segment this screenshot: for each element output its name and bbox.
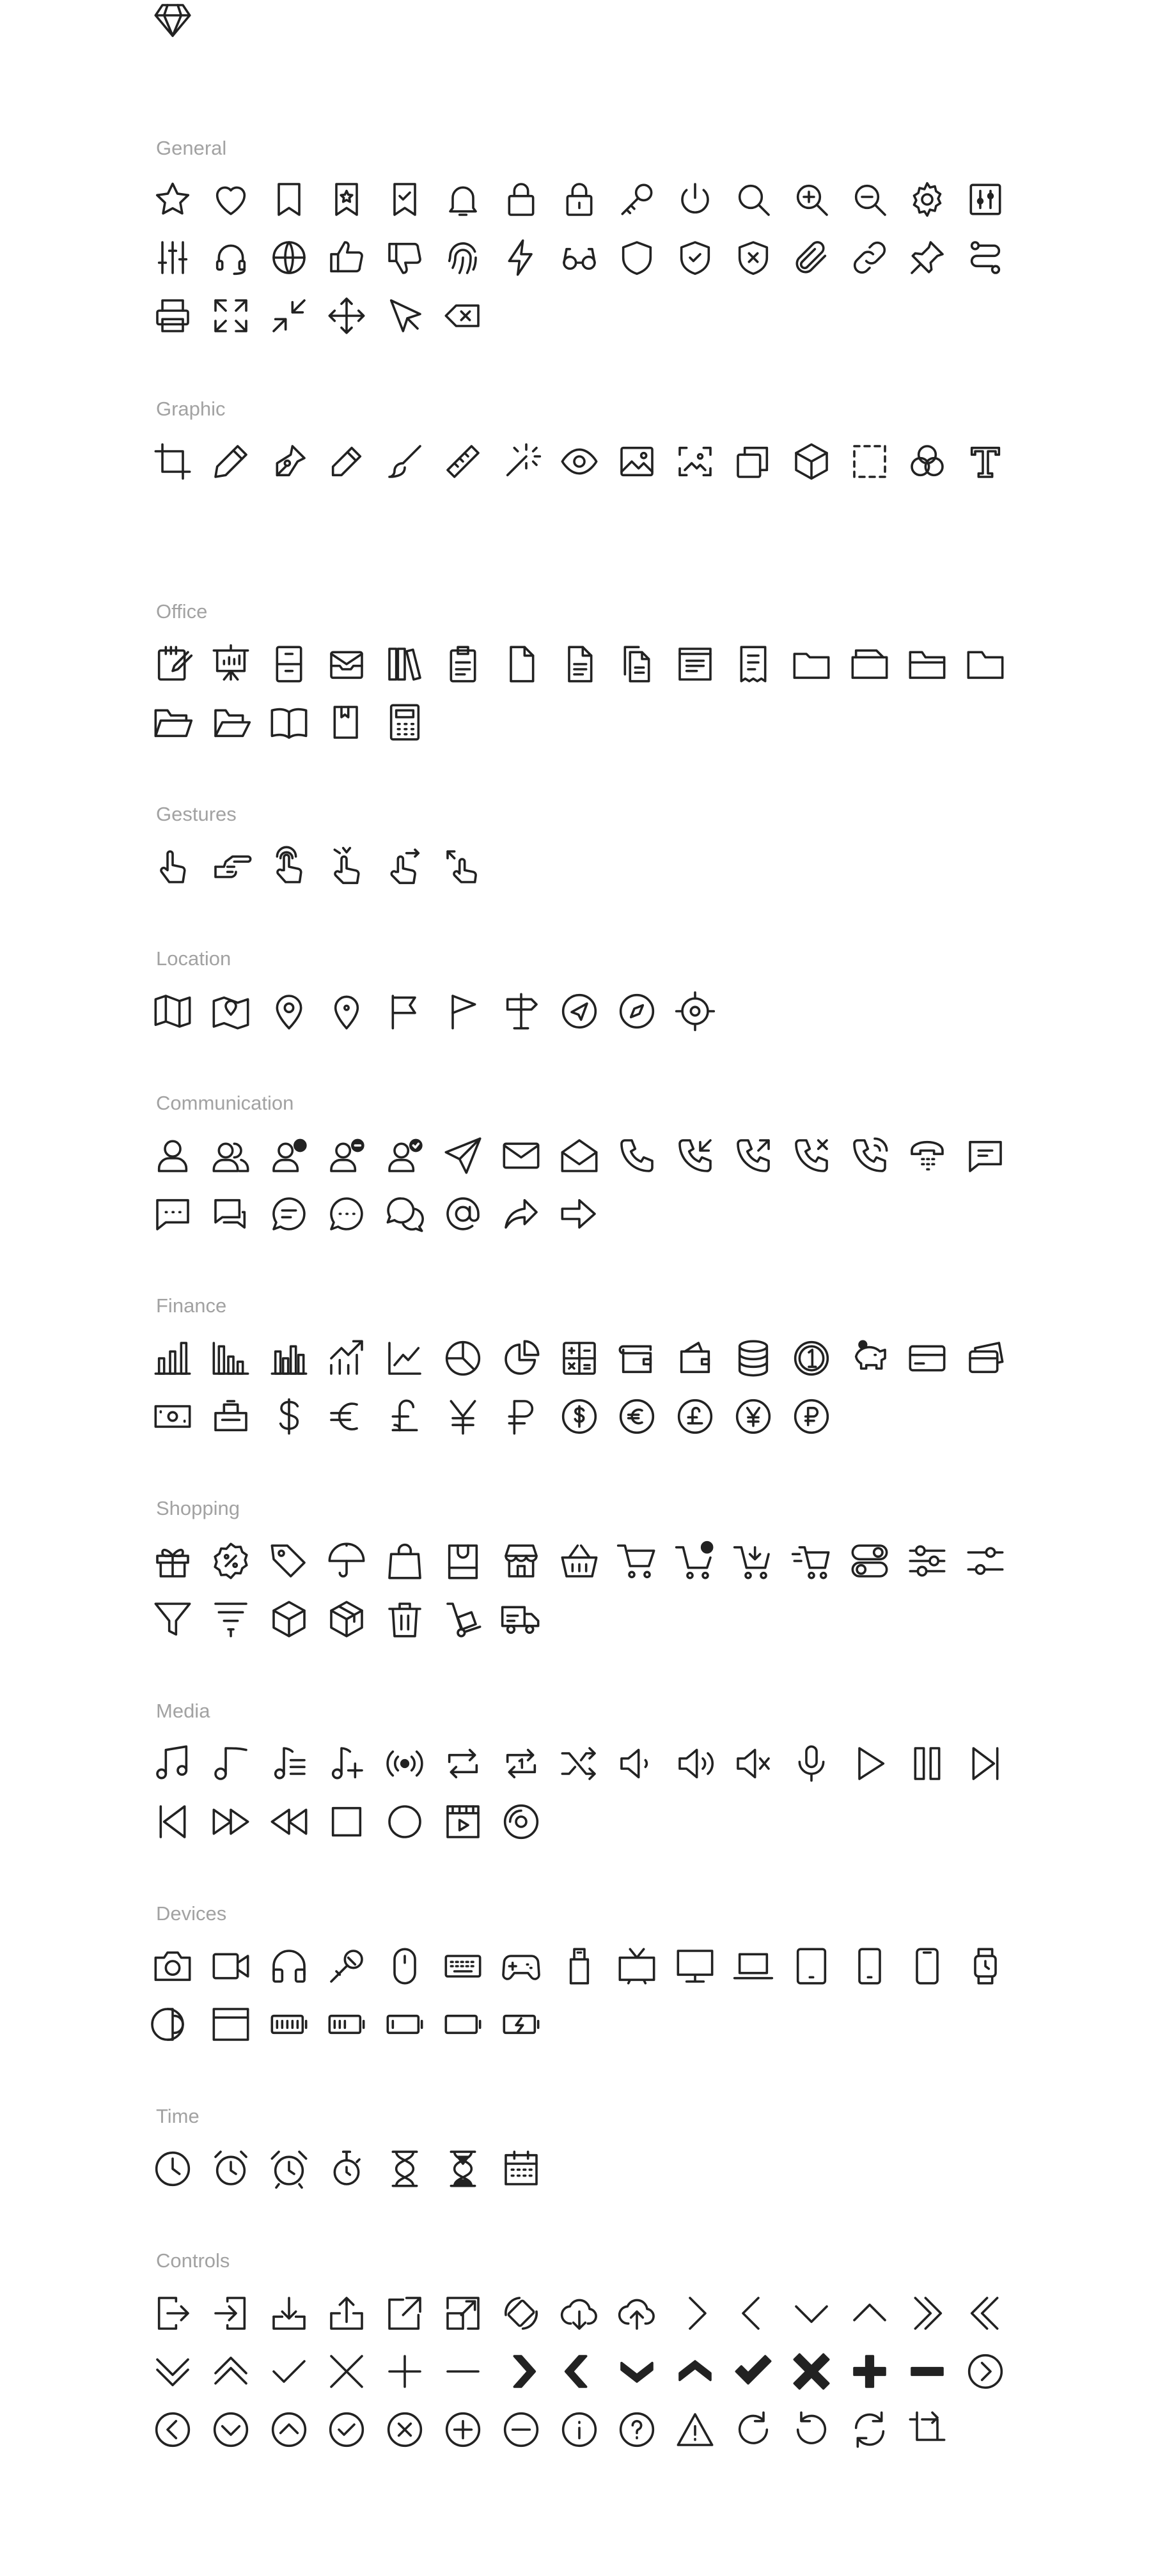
move-icon [326, 295, 367, 336]
lightning-icon [501, 237, 542, 278]
bar-chart-alt-icon [210, 1338, 251, 1379]
message-square-icon [965, 1135, 1006, 1176]
map-pin-map-icon [210, 991, 251, 1032]
color-circles-icon [907, 441, 948, 482]
dollar-icon [269, 1396, 309, 1437]
cursor-icon [384, 295, 425, 336]
close-circle-icon [384, 2409, 425, 2450]
chevron-left-icon [733, 2293, 774, 2334]
target-icon [675, 991, 716, 1032]
shuffle-icon [559, 1743, 600, 1784]
pinch-icon [442, 846, 483, 887]
battery-half-icon [326, 2004, 367, 2045]
arrow-right-icon [559, 1193, 600, 1234]
hand-truck-icon [442, 1599, 483, 1640]
at-sign-icon [442, 1193, 483, 1234]
magic-wand-icon [501, 441, 542, 482]
delivery-truck-icon [501, 1599, 542, 1640]
battery-empty-icon [442, 2004, 483, 2045]
brush-icon [384, 441, 425, 482]
section-title-graphic: Graphic [156, 398, 226, 420]
selection-icon [849, 441, 890, 482]
warning-icon [675, 2409, 716, 2450]
stopwatch-icon [326, 2148, 367, 2189]
cloud-upload-icon [616, 2293, 657, 2334]
chevron-left-bold-icon [559, 2351, 600, 2392]
cloud-download-icon [559, 2293, 600, 2334]
section-title-communication: Communication [156, 1092, 294, 1114]
receipt-icon [733, 644, 774, 685]
rewind-icon [269, 1801, 309, 1842]
user-icon [152, 1135, 193, 1176]
battery-charging-icon [501, 2004, 542, 2045]
gem-icon [152, 0, 193, 41]
pound-circle-icon [675, 1396, 716, 1437]
coin-one-icon [791, 1338, 832, 1379]
chevrons-up-icon [210, 2351, 251, 2392]
volume-high-icon [675, 1743, 716, 1784]
section-title-shopping: Shopping [156, 1497, 240, 1519]
redo-icon [733, 2409, 774, 2450]
plus-icon [384, 2351, 425, 2392]
filters-icon [907, 1540, 948, 1581]
phone-call-icon [849, 1135, 890, 1176]
rotate-device-icon [501, 2293, 542, 2334]
messages-icon [210, 1193, 251, 1234]
key-icon [616, 179, 657, 220]
mail-open-icon [559, 1135, 600, 1176]
bookmark-star-icon [326, 179, 367, 220]
smartphone-icon [849, 1946, 890, 1987]
section-title-devices: Devices [156, 1902, 227, 1925]
folder-doc-icon [849, 644, 890, 685]
section-title-office: Office [156, 600, 208, 623]
file-icon [501, 644, 542, 685]
double-tap-icon [269, 846, 309, 887]
chats-icon [384, 1193, 425, 1234]
link-icon [849, 237, 890, 278]
pause-icon [907, 1743, 948, 1784]
folder-icon [791, 644, 832, 685]
swipe-down-icon [326, 846, 367, 887]
folder-alt-icon [907, 644, 948, 685]
music-add-icon [326, 1743, 367, 1784]
folder-open-alt-icon [210, 702, 251, 743]
line-chart-icon [384, 1338, 425, 1379]
pin-icon [907, 237, 948, 278]
package-open-icon [326, 1599, 367, 1640]
user-add-icon [269, 1135, 309, 1176]
playlist-icon [269, 1743, 309, 1784]
star-icon [152, 179, 193, 220]
ruler-icon [442, 441, 483, 482]
location-pin-alt-icon [326, 991, 367, 1032]
eye-icon [559, 441, 600, 482]
lock-keyhole-icon [559, 179, 600, 220]
battery-low-icon [384, 2004, 425, 2045]
minus-circle-icon [501, 2409, 542, 2450]
fast-forward-icon [210, 1801, 251, 1842]
cube-icon [791, 441, 832, 482]
chat-bubble-icon [269, 1193, 309, 1234]
close-bold-icon [791, 2351, 832, 2392]
presentation-icon [210, 644, 251, 685]
alarm-icon [269, 2148, 309, 2189]
map-icon [152, 991, 193, 1032]
pencil-icon [210, 441, 251, 482]
growth-chart-icon [326, 1338, 367, 1379]
flag-icon [384, 991, 425, 1032]
calculator-icon [384, 702, 425, 743]
hourglass-icon [384, 2148, 425, 2189]
zoom-out-icon [849, 179, 890, 220]
laptop-icon [733, 1946, 774, 1987]
bag-icon [442, 1540, 483, 1581]
keyboard-icon [442, 1946, 483, 1987]
banknote-icon [152, 1396, 193, 1437]
repeat-icon [442, 1743, 483, 1784]
phone-outgoing-icon [733, 1135, 774, 1176]
thumbs-up-icon [326, 237, 367, 278]
cart-add-icon [733, 1540, 774, 1581]
plus-circle-icon [442, 2409, 483, 2450]
bell-icon [442, 179, 483, 220]
gear-icon [907, 179, 948, 220]
cart-fast-icon [791, 1540, 832, 1581]
section-title-finance: Finance [156, 1294, 227, 1317]
message-dots-icon [152, 1193, 193, 1234]
toggles-icon [849, 1540, 890, 1581]
newspaper-icon [675, 644, 716, 685]
play-icon [849, 1743, 890, 1784]
chevrons-left-icon [965, 2293, 1006, 2334]
download-icon [269, 2293, 309, 2334]
printer-icon [152, 295, 193, 336]
book-icon [326, 702, 367, 743]
funnel-icon [152, 1599, 193, 1640]
documents-icon [616, 644, 657, 685]
refresh-icon [849, 2409, 890, 2450]
browser-window-icon [210, 2004, 251, 2045]
glasses-icon [559, 237, 600, 278]
swipe-right-icon [384, 846, 425, 887]
shield-check-icon [675, 237, 716, 278]
pie-chart-slice-icon [501, 1338, 542, 1379]
broadcast-icon [384, 1743, 425, 1784]
repeat-one-icon [501, 1743, 542, 1784]
rotate-crop-icon [907, 2409, 948, 2450]
stop-icon [326, 1801, 367, 1842]
video-camera-icon [210, 1946, 251, 1987]
headphones-icon [269, 1946, 309, 1987]
info-circle-icon [559, 2409, 600, 2450]
disc-icon [501, 1801, 542, 1842]
tablet-icon [791, 1946, 832, 1987]
tag-icon [269, 1540, 309, 1581]
pen-nib-icon [269, 441, 309, 482]
power-icon [675, 179, 716, 220]
user-remove-icon [326, 1135, 367, 1176]
piggy-bank-icon [849, 1338, 890, 1379]
crop-icon [152, 441, 193, 482]
image-scan-icon [675, 441, 716, 482]
record-icon [384, 1801, 425, 1842]
user-check-icon [384, 1135, 425, 1176]
microphone-icon [791, 1743, 832, 1784]
volume-low-icon [616, 1743, 657, 1784]
camera-icon [152, 1946, 193, 1987]
pound-icon [384, 1396, 425, 1437]
cart-icon [616, 1540, 657, 1581]
yen-icon [442, 1396, 483, 1437]
minus-bold-icon [907, 2351, 948, 2392]
section-title-location: Location [156, 947, 231, 970]
umbrella-icon [326, 1540, 367, 1581]
external-link-icon [384, 2293, 425, 2334]
filing-cabinet-icon [269, 644, 309, 685]
chevron-right-circle-icon [965, 2351, 1006, 2392]
shield-icon [616, 237, 657, 278]
chevron-right-icon [675, 2293, 716, 2334]
tv-icon [616, 1946, 657, 1987]
inbox-icon [326, 644, 367, 685]
section-title-time: Time [156, 2105, 200, 2127]
section-title-controls: Controls [156, 2249, 230, 2272]
headset-icon [210, 237, 251, 278]
tap-icon [152, 846, 193, 887]
music-note-icon [210, 1743, 251, 1784]
bar-chart-grouped-icon [269, 1338, 309, 1379]
phone-device-icon [907, 1946, 948, 1987]
layers-icon [733, 441, 774, 482]
folder-closed-icon [965, 644, 1006, 685]
chevrons-down-icon [152, 2351, 193, 2392]
cards-icon [965, 1338, 1006, 1379]
video-player-icon [442, 1801, 483, 1842]
dollar-circle-icon [559, 1396, 600, 1437]
backspace-icon [442, 295, 483, 336]
chevron-down-icon [791, 2293, 832, 2334]
credit-card-icon [907, 1338, 948, 1379]
help-circle-icon [616, 2409, 657, 2450]
music-notes-icon [152, 1743, 193, 1784]
pennant-icon [442, 991, 483, 1032]
location-pin-icon [269, 991, 309, 1032]
funnel-alt-icon [210, 1599, 251, 1640]
mouse-icon [384, 1946, 425, 1987]
compass-icon [616, 991, 657, 1032]
speaker-icon [152, 2004, 193, 2045]
chevron-left-circle-icon [152, 2409, 193, 2450]
pencil-edit-icon [326, 441, 367, 482]
coins-stack-icon [733, 1338, 774, 1379]
close-icon [326, 2351, 367, 2392]
bar-chart-icon [152, 1338, 193, 1379]
heart-icon [210, 179, 251, 220]
thumbs-down-icon [384, 237, 425, 278]
bookmark-icon [269, 179, 309, 220]
discount-icon [210, 1540, 251, 1581]
collapse-icon [269, 295, 309, 336]
alarm-clock-icon [210, 2148, 251, 2189]
sign-in-icon [210, 2293, 251, 2334]
store-icon [501, 1540, 542, 1581]
globe-icon [269, 237, 309, 278]
bookmark-check-icon [384, 179, 425, 220]
microphone-handheld-icon [326, 1946, 367, 1987]
sign-out-icon [152, 2293, 193, 2334]
point-right-icon [210, 846, 251, 887]
fingerprint-icon [442, 237, 483, 278]
book-open-icon [269, 702, 309, 743]
usb-drive-icon [559, 1946, 600, 1987]
upload-icon [326, 2293, 367, 2334]
wallet-icon [616, 1338, 657, 1379]
expand-icon [210, 295, 251, 336]
maximize-icon [442, 2293, 483, 2334]
check-circle-icon [326, 2409, 367, 2450]
send-icon [442, 1135, 483, 1176]
chevron-up-icon [849, 2293, 890, 2334]
books-icon [384, 644, 425, 685]
gamepad-icon [501, 1946, 542, 1987]
skip-previous-icon [152, 1801, 193, 1842]
trash-icon [384, 1599, 425, 1640]
phone-icon [616, 1135, 657, 1176]
chevron-down-bold-icon [616, 2351, 657, 2392]
sliders-vertical-icon [152, 237, 193, 278]
euro-icon [326, 1396, 367, 1437]
share-icon [501, 1193, 542, 1234]
lock-closed-icon [501, 179, 542, 220]
type-icon [965, 441, 1006, 482]
navigation-icon [559, 991, 600, 1032]
check-bold-icon [733, 2351, 774, 2392]
zoom-in-icon [791, 179, 832, 220]
clipboard-icon [442, 644, 483, 685]
image-icon [616, 441, 657, 482]
phone-missed-icon [791, 1135, 832, 1176]
signpost-icon [501, 991, 542, 1032]
volume-mute-icon [733, 1743, 774, 1784]
check-icon [269, 2351, 309, 2392]
section-title-general: General [156, 137, 227, 159]
undo-icon [791, 2409, 832, 2450]
chat-dots-icon [326, 1193, 367, 1234]
monitor-icon [675, 1946, 716, 1987]
shield-x-icon [733, 237, 774, 278]
minus-icon [442, 2351, 483, 2392]
gift-icon [152, 1540, 193, 1581]
route-icon [965, 237, 1006, 278]
users-icon [210, 1135, 251, 1176]
cart-notify-icon [675, 1540, 716, 1581]
section-title-gestures: Gestures [156, 803, 237, 825]
plus-bold-icon [849, 2351, 890, 2392]
chevron-down-circle-icon [210, 2409, 251, 2450]
pie-chart-icon [442, 1338, 483, 1379]
calendar-icon [501, 2148, 542, 2189]
chevrons-right-icon [907, 2293, 948, 2334]
smartwatch-icon [965, 1946, 1006, 1987]
adjust-icon [965, 1540, 1006, 1581]
euro-circle-icon [616, 1396, 657, 1437]
skip-next-icon [965, 1743, 1006, 1784]
chevron-up-bold-icon [675, 2351, 716, 2392]
search-icon [733, 179, 774, 220]
chevron-up-circle-icon [269, 2409, 309, 2450]
battery-full-icon [269, 2004, 309, 2045]
telephone-icon [907, 1135, 948, 1176]
wallet-alt-icon [675, 1338, 716, 1379]
mail-icon [501, 1135, 542, 1176]
clock-icon [152, 2148, 193, 2189]
notepad-icon [152, 644, 193, 685]
cash-register-icon [210, 1396, 251, 1437]
shopping-bag-icon [384, 1540, 425, 1581]
package-icon [269, 1599, 309, 1640]
folder-open-icon [152, 702, 193, 743]
document-icon [559, 644, 600, 685]
section-title-media: Media [156, 1700, 210, 1722]
calculator-grid-icon [559, 1338, 600, 1379]
paperclip-icon [791, 237, 832, 278]
basket-icon [559, 1540, 600, 1581]
hourglass-sand-icon [442, 2148, 483, 2189]
chevron-right-bold-icon [501, 2351, 542, 2392]
ruble-icon [501, 1396, 542, 1437]
yen-circle-icon [733, 1396, 774, 1437]
ruble-circle-icon [791, 1396, 832, 1437]
settings-panel-icon [965, 179, 1006, 220]
phone-incoming-icon [675, 1135, 716, 1176]
